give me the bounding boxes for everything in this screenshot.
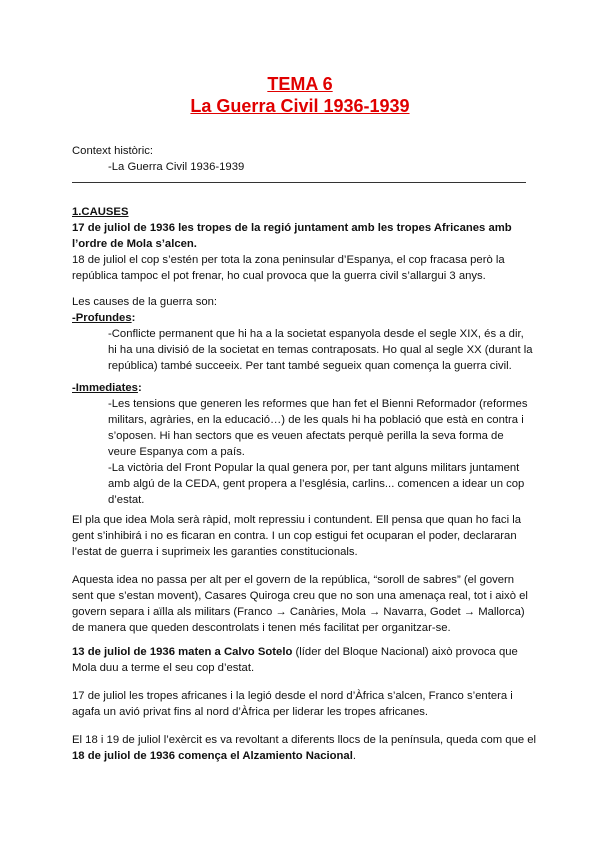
causes-intro: Les causes de la guerra son: (72, 296, 218, 308)
document-title: TEMA 6 (267, 74, 333, 94)
paragraph-line: gent s’inhibirá i no es ficaran en contra. I un cop estigui fet ocuparan el poder, declararan (72, 530, 517, 542)
profundes-heading (72, 310, 135, 326)
list-line: amb algú de la CEDA, gent propera a l’església, carlins... comencen a idear un cop (108, 478, 525, 490)
list-line: veure Espanya com a país. (108, 446, 245, 458)
paragraph-line: Mola duu a terme el seu cop d’estat. (72, 662, 255, 674)
paragraph-line: agafa un avió privat fins al nord d’Àfrica per liderar les tropes africanes. (72, 706, 429, 718)
context-label: Context històric: (72, 145, 153, 157)
paragraph-line: El 18 i 19 de juliol l’exèrcit es va revoltant a diferents llocs de la península, queda com que el (72, 734, 537, 746)
context-item: -La Guerra Civil 1936-1939 (108, 161, 245, 173)
paragraph-line: l’estat de guerra i suprimeix les garanties constitucionals. (72, 546, 358, 558)
profundes-colon: : (131, 312, 136, 324)
paragraph-line: govern separa i aïlla als militars (Franco → Canàries, Mola → Navarra, Godet → Mallorca) (72, 606, 525, 618)
list-line: hi ha una divisió de la societat en temas contraposats. Ho qual al segle XX (durant la (108, 344, 533, 356)
list-line: -La victòria del Front Popular la qual genera por, per tant alguns militars juntament (108, 462, 520, 474)
immediates-label: -Immediates (72, 382, 138, 394)
list-line: república) també succeeix. Per tant també segueix quan comença la guerra civil. (108, 360, 512, 372)
paragraph-line (72, 644, 518, 660)
paragraph-line (72, 748, 356, 764)
paragraph-line: de manera que queden descontrolats i tenen més facilitat per organitzar-se. (72, 622, 451, 634)
list-line: militars, agràries, en la educació…) de les quals hi ha població que està en contra i (108, 414, 524, 426)
calvo-rest: (líder del Bloque Nacional) això provoca que (292, 646, 518, 658)
paragraph-line: sent que s’estan movent), Casares Quiroga creu que no son una amenaça real, tot i això el (72, 590, 528, 602)
list-line: -Conflicte permanent que hi ha a la societat espanyola desde el segle XIX, és a dir, (108, 328, 524, 340)
section-heading: 1.CAUSES (72, 206, 129, 218)
immediates-colon: : (137, 382, 142, 394)
list-line: -Les tensions que generen les reformes que han fet el Bienni Reformador (reformes (108, 398, 528, 410)
paragraph-line: Aquesta idea no passa per alt per el govern de la república, “soroll de sabres” (el govern (72, 574, 515, 586)
calvo-bold: 13 de juliol de 1936 maten a Calvo Sotelo (72, 646, 293, 658)
document-subtitle: La Guerra Civil 1936-1939 (190, 96, 410, 116)
lead-line: l’ordre de Mola s’alcen. (72, 238, 197, 250)
lead-line: 17 de juliol de 1936 les tropes de la regió juntament amb les tropes Africanes amb (72, 222, 512, 234)
list-line: s’oposen. Hi han sectors que es veuen afectats perquè perilla la seva forma de (108, 430, 504, 442)
list-line: d’estat. (108, 494, 145, 506)
paragraph-line: El pla que idea Mola serà ràpid, molt repressiu i contundent. Ell pensa que quan ho faci la (72, 514, 522, 526)
profundes-label: -Profundes (72, 312, 132, 324)
final-end: . (352, 750, 356, 762)
paragraph-line: 18 de juliol el cop s’estén per tota la zona peninsular d’Espanya, el cop fracasa però la (72, 254, 505, 266)
final-bold: 18 de juliol de 1936 comença el Alzamiento Nacional (72, 750, 353, 762)
paragraph-line: 17 de juliol les tropes africanes i la legió desde el nord d’Àfrica s’alcen, Franco s’entera i (72, 690, 513, 702)
immediates-heading (72, 380, 142, 396)
separator-line (72, 182, 526, 183)
paragraph-line: república tampoc el pot frenar, ho cual provoca que la guerra civil s’allargui 3 anys. (72, 270, 486, 282)
